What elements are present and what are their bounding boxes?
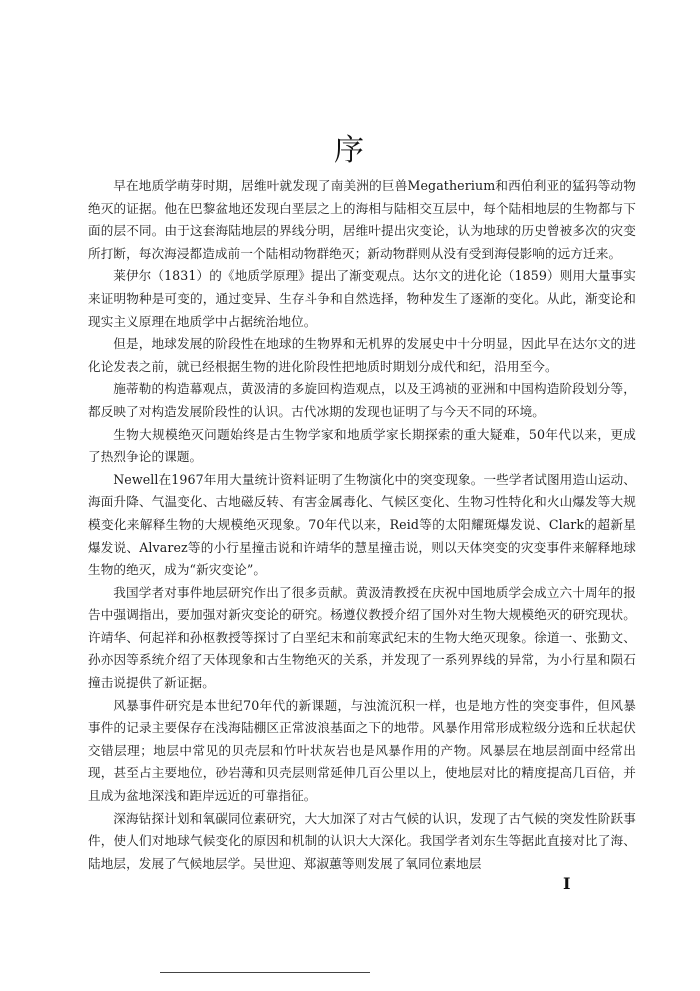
paragraph: Newell在1967年用大量统计资料证明了生物演化中的突变现象。一些学者试图用造山运动、海面升降、气温变化、古地磁反转、有害金属毒化、气候区变化、生物习性特化和火山爆发等大规模变化来解释生物的大规模绝灭现象。70年代以来，Reid等的太阳耀斑爆发说、Clark的超新星爆发说、Alvarez等的小行星撞击说和许靖华的慧星撞击说，则以天体突变的灾变事件来解释地球生物的绝灭，成为“新灾变论”。 (88, 471, 636, 578)
paragraph: 风暴事件研究是本世纪70年代的新课题，与浊流沉积一样，也是地方性的突变事件，但风暴事件的记录主要保存在浅海陆棚区正常波浪基面之下的地带。风暴作用常形成粒级分选和丘状起伏交错层理；地层中常见的贝壳层和竹叶状灰岩也是风暴作用的产物。风暴层在地层剖面中经常出现，甚至占主要地位，砂岩薄和贝壳层则常延伸几百公里以上，使地层对比的精度提高几百倍，并且成为盆地深浅和距岸远近的可靠指征。 (88, 697, 636, 804)
paragraph: 我国学者对事件地层研究作出了很多贡献。黄汲清教授在庆祝中国地质学会成立六十周年的报告中强调指出，要加强对新灾变论的研究。杨遵仪教授介绍了国外对生物大规模绝灭的研究现状。许靖华、何起祥和孙枢教授等探讨了白垩纪末和前寒武纪末的生物大绝灭现象。徐道一、张勤文、孙亦因等系统介绍了天体现象和古生物绝灭的关系，并发现了一系列界线的异常，为小行星和陨石撞击说提供了新证据。 (88, 584, 636, 691)
body-text (88, 175, 636, 875)
footer-divider (160, 972, 370, 973)
paragraph: 深海钻探计划和氧碳同位素研究，大大加深了对古气候的认识，发现了古气候的突发性阶跃事件，使人们对地球气候变化的原因和机制的认识大大深化。我国学者刘东生等据此直接对比了海、陆地层，发展了气候地层学。吴世迎、郑淑蕙等则发展了氧同位素地层 (88, 810, 636, 871)
page-number: I (563, 874, 571, 893)
paragraph: 莱伊尔（1831）的《地质学原理》提出了渐变观点。达尔文的进化论（1859）则用大量事实来证明物种是可变的，通过变异、生存斗争和自然选择，物种发生了逐渐的变化。从此，渐变论和现实主义原理在地质学中占据统治地位。 (88, 268, 636, 329)
paragraph: 早在地质学萌芽时期，居维叶就发现了南美洲的巨兽Megatherium和西伯利亚的猛犸等动物绝灭的证据。他在巴黎盆地还发现白垩层之上的海相与陆相交互层中，每个陆相地层的生物都与下面的层不同。由于这套海陆地层的界线分明，居维叶提出灾变论，认为地球的历史曾被多次的灾变所打断，每次海浸都造成前一个陆相动物群绝灭；新动物群则从没有受到海侵影响的远方迁来。 (88, 178, 636, 261)
paragraph: 但是，地球发展的阶段性在地球的生物界和无机界的发展史中十分明显，因此早在达尔文的进化论发表之前，就已经根据生物的进化阶段性把地质时期划分成代和纪，沿用至今。 (88, 336, 636, 374)
page-title: 序 (334, 133, 366, 168)
paragraph: 生物大规模绝灭问题始终是古生物学家和地质学家长期探索的重大疑难，50年代以来，更成了热烈争论的课题。 (88, 426, 636, 465)
paragraph: 施蒂勒的构造幕观点，黄汲清的多旋回构造观点，以及王鸿祯的亚洲和中国构造阶段划分等，都反映了对构造发展阶段性的认识。古代冰期的发现也证明了与今天不同的环境。 (88, 381, 636, 419)
